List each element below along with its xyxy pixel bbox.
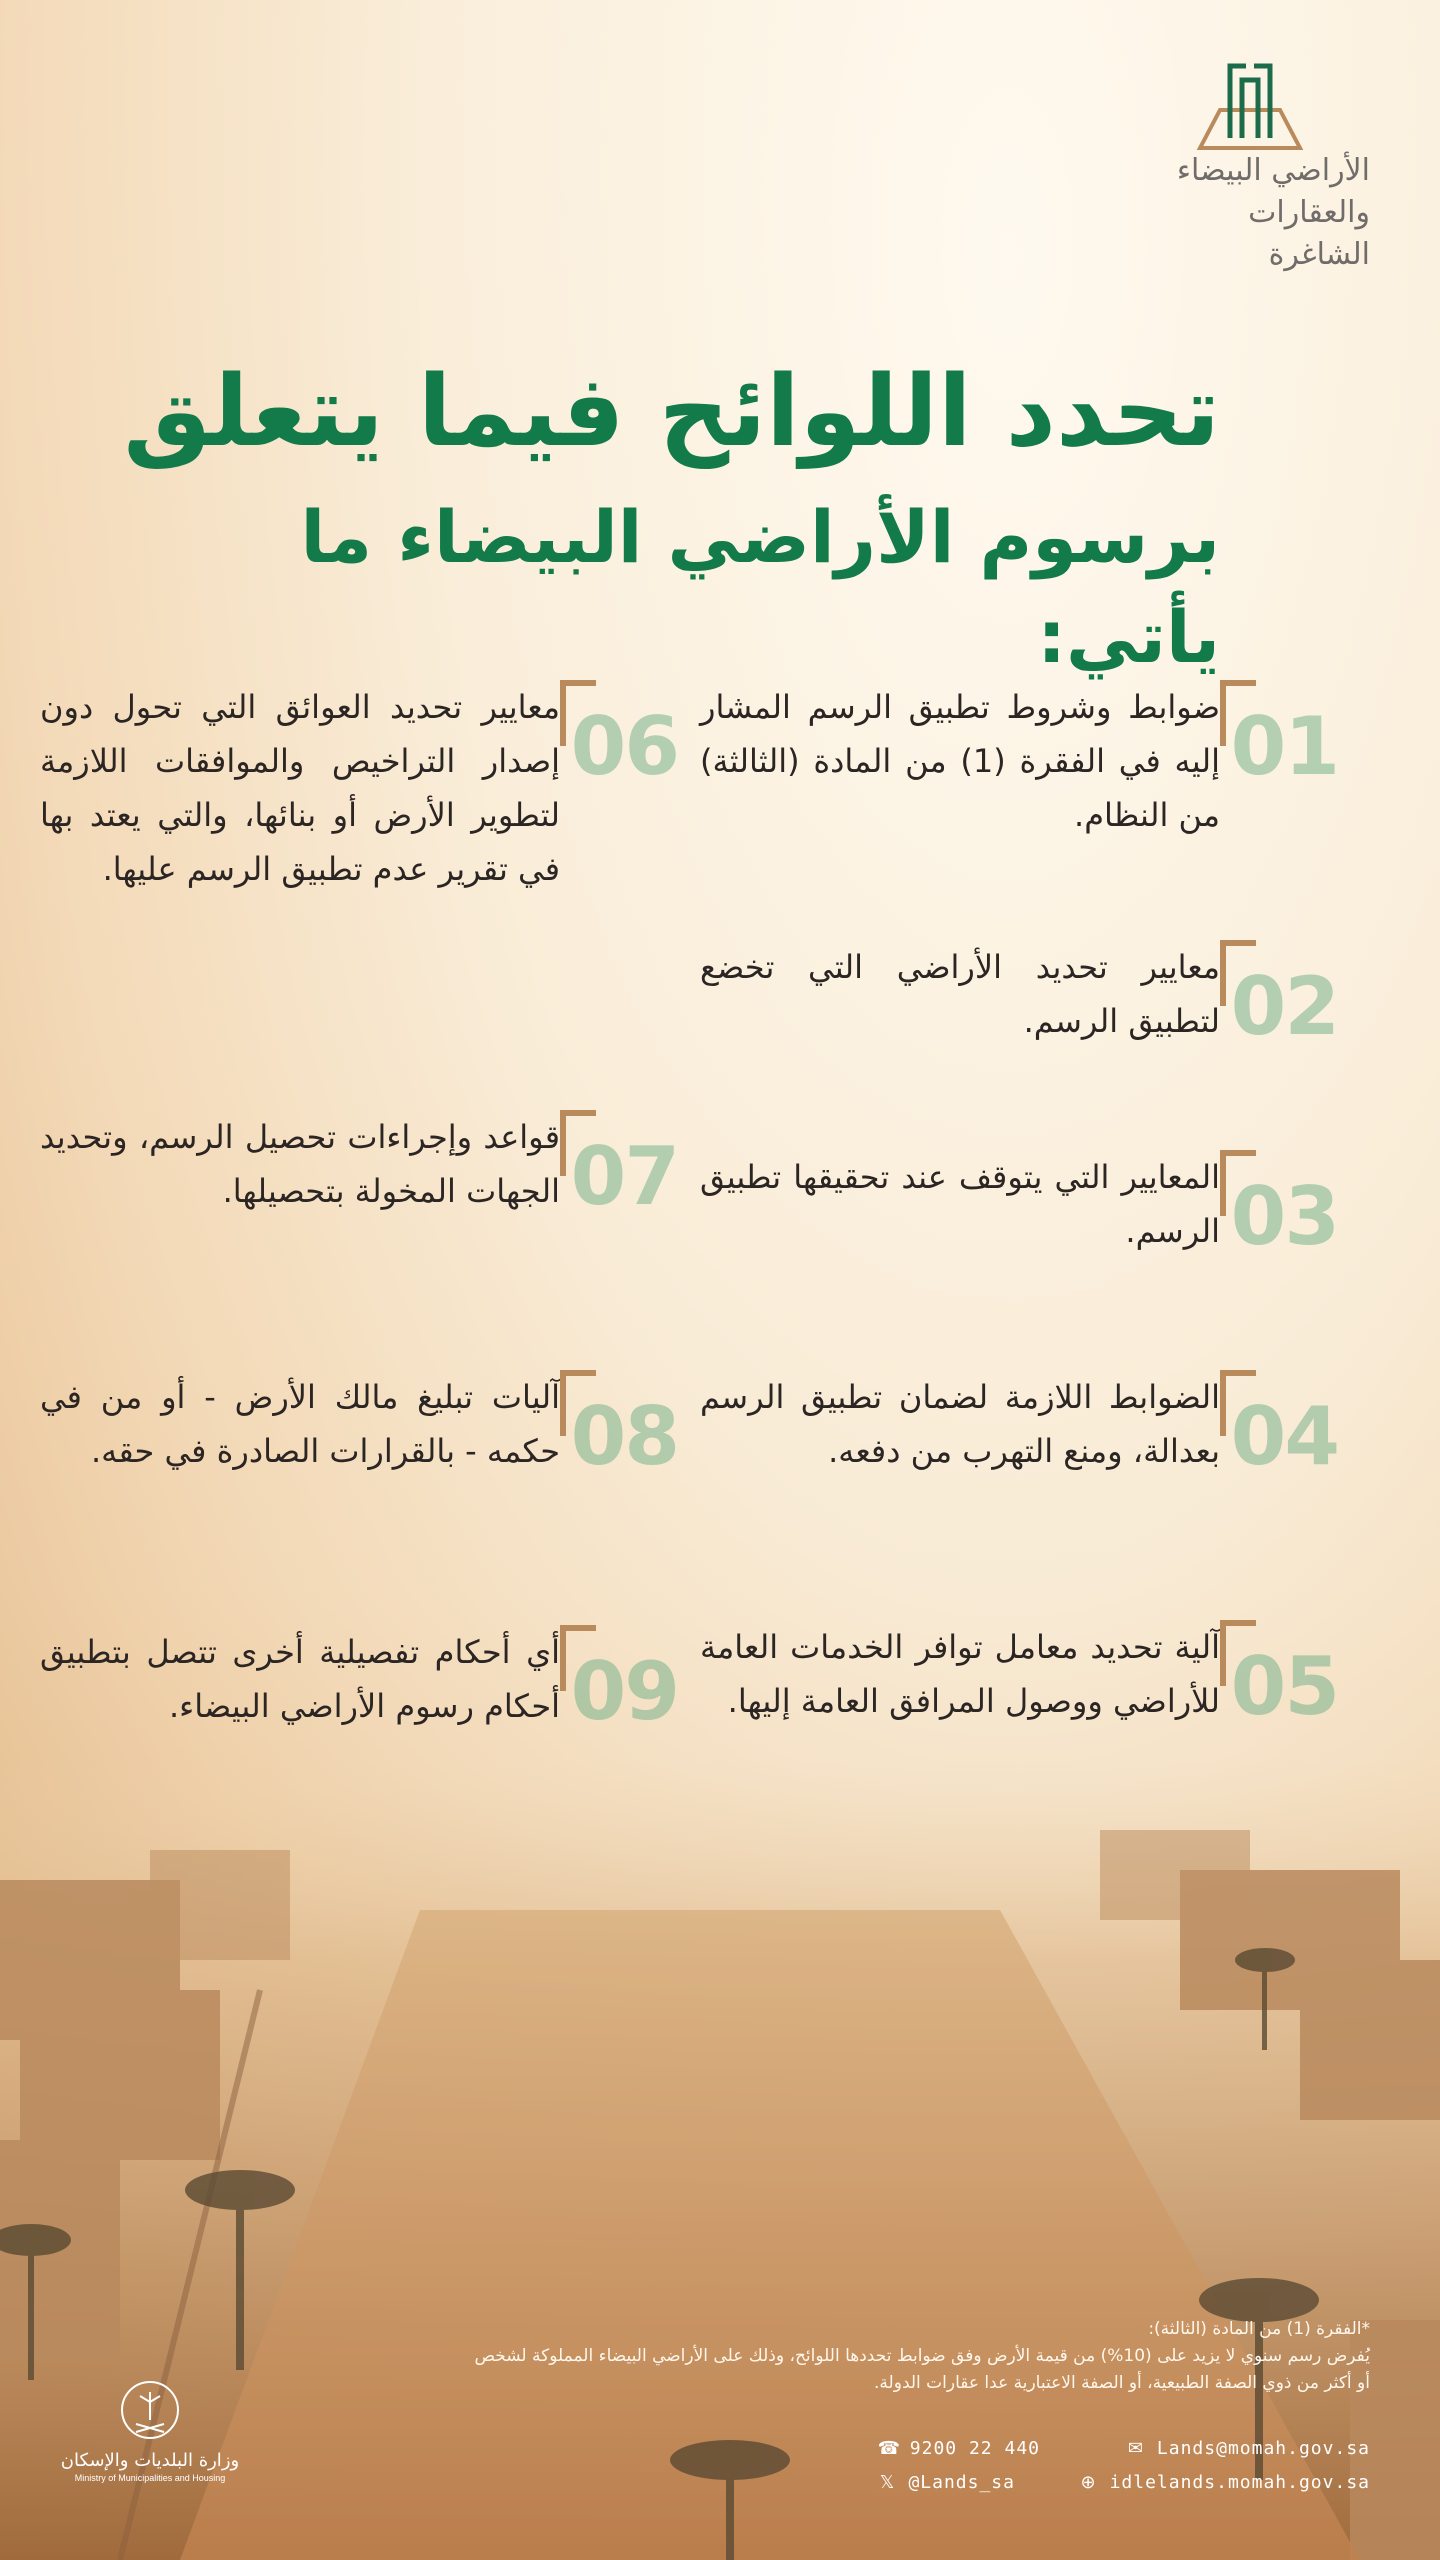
contact-website[interactable]: ⊕ idlelands.momah.gov.sa — [1078, 2472, 1370, 2493]
item-text: معايير تحديد الأراضي التي تخضع لتطبيق الرسم. — [700, 948, 1220, 1040]
item-number: 01 — [1230, 700, 1338, 793]
list-item-06 — [40, 680, 678, 896]
item-number: 08 — [570, 1390, 678, 1483]
headline-line-1: تحدد اللوائح فيما يتعلق — [123, 355, 1220, 469]
headline-line-2: برسوم الأراضي البيضاء ما يأتي: — [300, 495, 1220, 679]
x-icon: 𝕏 — [879, 2472, 896, 2493]
list-item-05 — [700, 1620, 1338, 1733]
item-number: 04 — [1230, 1390, 1338, 1483]
list-item-01 — [700, 680, 1338, 842]
palm-swords-emblem-icon — [110, 2380, 190, 2440]
item-text: آلية تحديد معامل توافر الخدمات العامة للأراضي ووصول المرافق العامة إليها. — [700, 1628, 1220, 1720]
item-text: آليات تبليغ مالك الأرض - أو من في حكمه - بالقرارات الصادرة في حقه. — [40, 1378, 560, 1470]
list-item-09 — [40, 1625, 678, 1738]
contact-phone[interactable]: ☎ 9200 22 440 — [877, 2438, 1040, 2459]
logo-subtitle: والعقارات الشاغرة — [1248, 195, 1370, 272]
footnote — [470, 2316, 1370, 2397]
phone-icon: ☎ — [877, 2438, 902, 2459]
item-text: المعايير التي يتوقف عند تحقيقها تطبيق الرسم. — [700, 1158, 1220, 1250]
item-text: قواعد وإجراءات تحصيل الرسم، وتحديد الجهات المخولة بتحصيلها. — [40, 1118, 560, 1210]
item-text: ضوابط وشروط تطبيق الرسم المشار إليه في الفقرة (1) من المادة (الثالثة) من النظام. — [700, 688, 1221, 834]
item-text: أي أحكام تفصيلية أخرى تتصل بتطبيق أحكام رسوم الأراضي البيضاء. — [40, 1633, 560, 1725]
item-number: 06 — [570, 700, 678, 793]
logo-title: الأراضي البيضاء — [1176, 153, 1370, 188]
item-text: الضوابط اللازمة لضمان تطبيق الرسم بعدالة، ومنع التهرب من دفعه. — [700, 1378, 1220, 1470]
mail-icon: ✉ — [1127, 2438, 1144, 2459]
logo-mark-icon — [1190, 60, 1310, 150]
item-number: 02 — [1230, 960, 1338, 1053]
ministry-name-ar: وزارة البلديات والإسكان — [60, 2450, 240, 2471]
globe-icon: ⊕ — [1080, 2472, 1097, 2493]
lands-logo — [1150, 60, 1370, 276]
item-number: 09 — [570, 1645, 678, 1738]
item-text: معايير تحديد العوائق التي تحول دون إصدار التراخيص والموافقات اللازمة لتطوير الأرض أو بنائها، والتي يعتد بها في تقرير عدم تطبيق الرسم عليها. — [40, 688, 560, 888]
item-number: 05 — [1230, 1640, 1338, 1733]
footnote-body: يُفرض رسم سنوي لا يزيد على (10%) من قيمة الأرض وفق ضوابط تحددها اللوائح، وذلك على الأراضي البيضاء المملوكة لشخص أو أكثر من ذوي الصفة الطبيعية، أو الصفة الاعتبارية عدا عقارات الدولة. — [474, 2346, 1370, 2393]
item-number: 07 — [570, 1130, 678, 1223]
list-item-08 — [40, 1370, 678, 1483]
ministry-logo — [60, 2380, 240, 2483]
contact-email[interactable]: ✉ Lands@momah.gov.sa — [1125, 2438, 1370, 2459]
list-item-03 — [700, 1150, 1338, 1263]
footnote-title: *الفقرة (1) من المادة (الثالثة): — [1148, 2319, 1370, 2339]
headline — [120, 350, 1220, 687]
contact-x[interactable]: 𝕏 @Lands_sa — [876, 2472, 1015, 2493]
list-item-04 — [700, 1370, 1338, 1483]
item-number: 03 — [1230, 1170, 1338, 1263]
list-item-07 — [40, 1110, 678, 1223]
list-item-02 — [700, 940, 1338, 1053]
contacts — [70, 2438, 1370, 2518]
ministry-name-en: Ministry of Municipalities and Housing — [74, 2473, 226, 2483]
